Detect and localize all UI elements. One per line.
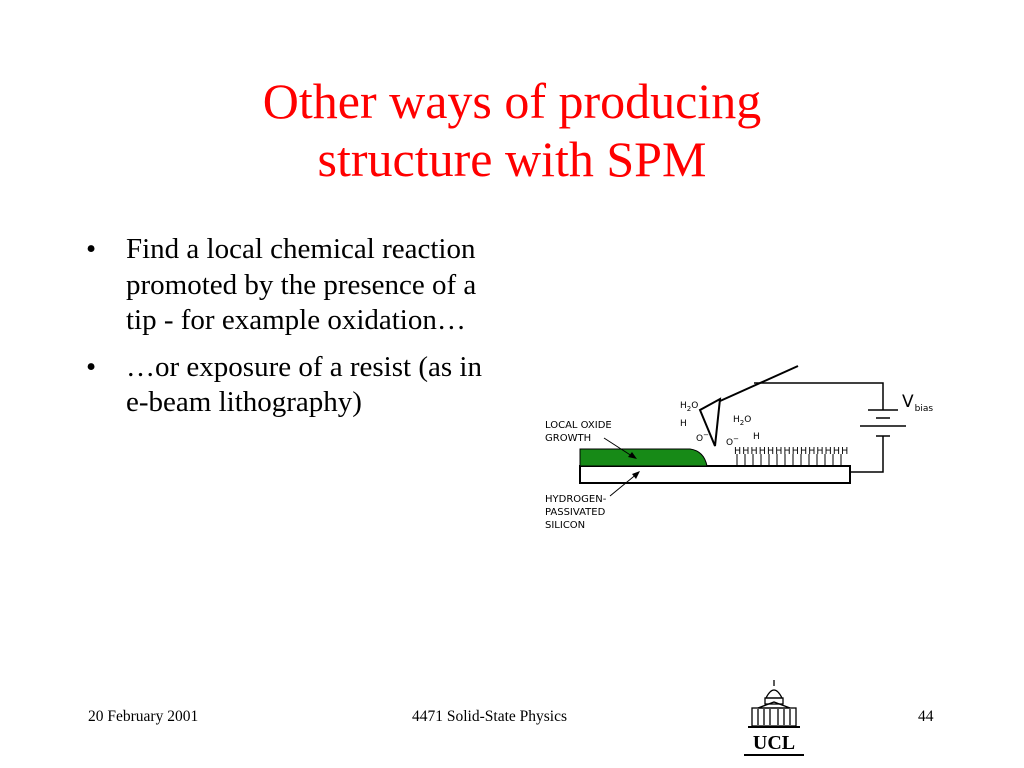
bullet-list <box>86 232 486 432</box>
ucl-logo <box>738 678 810 760</box>
hydrogen-passivated-label: PASSIVATED <box>545 507 606 518</box>
oxide-growth-label: LOCAL OXIDE <box>545 420 612 431</box>
title-line-2: structure with SPM <box>317 131 707 187</box>
oxide-growth-label: GROWTH <box>545 433 592 444</box>
bullet-text: Find a local chemical reaction promoted by the presence of a tip - for example oxidation… <box>126 233 477 336</box>
water-molecule-label: $H_2O$ <box>733 415 752 427</box>
footer-date: 20 February 2001 <box>88 708 199 725</box>
local-oxide-region <box>580 449 707 466</box>
silicon-substrate <box>580 466 850 483</box>
hydrogen-label: H <box>753 432 760 442</box>
bullet-marker: • <box>86 233 97 265</box>
bullet-item <box>86 232 486 339</box>
slide-title <box>0 72 1024 188</box>
bullet-marker: • <box>86 350 97 383</box>
bias-circuit-wire <box>754 383 883 410</box>
bias-circuit-wire-return <box>850 436 883 472</box>
footer-course: 4471 Solid-State Physics <box>412 708 568 725</box>
hydrogen-label: H <box>680 419 687 429</box>
title-line-1: Other ways of producing <box>262 73 762 129</box>
spm-oxidation-diagram <box>540 360 950 540</box>
hydrogen-passivated-label: SILICON <box>545 520 586 531</box>
bias-voltage-label: $V_{bias}$ <box>902 392 934 414</box>
battery-symbol <box>860 410 906 436</box>
oxygen-ion-label: O− <box>726 435 739 448</box>
ucl-logo-text: UCL <box>752 732 796 754</box>
oxygen-ion-label: O− <box>696 431 709 444</box>
bullet-item <box>86 350 486 421</box>
hydrogen-passivated-label: HYDROGEN- <box>545 494 607 505</box>
footer-page-number: 44 <box>918 708 934 725</box>
water-molecule-label: $H_2O$ <box>680 401 699 413</box>
bullet-text: …or exposure of a resist (as in e-beam lithography) <box>126 350 482 418</box>
surface-hydrogen-row: HHHHHHHHHHHHHH <box>734 446 850 457</box>
